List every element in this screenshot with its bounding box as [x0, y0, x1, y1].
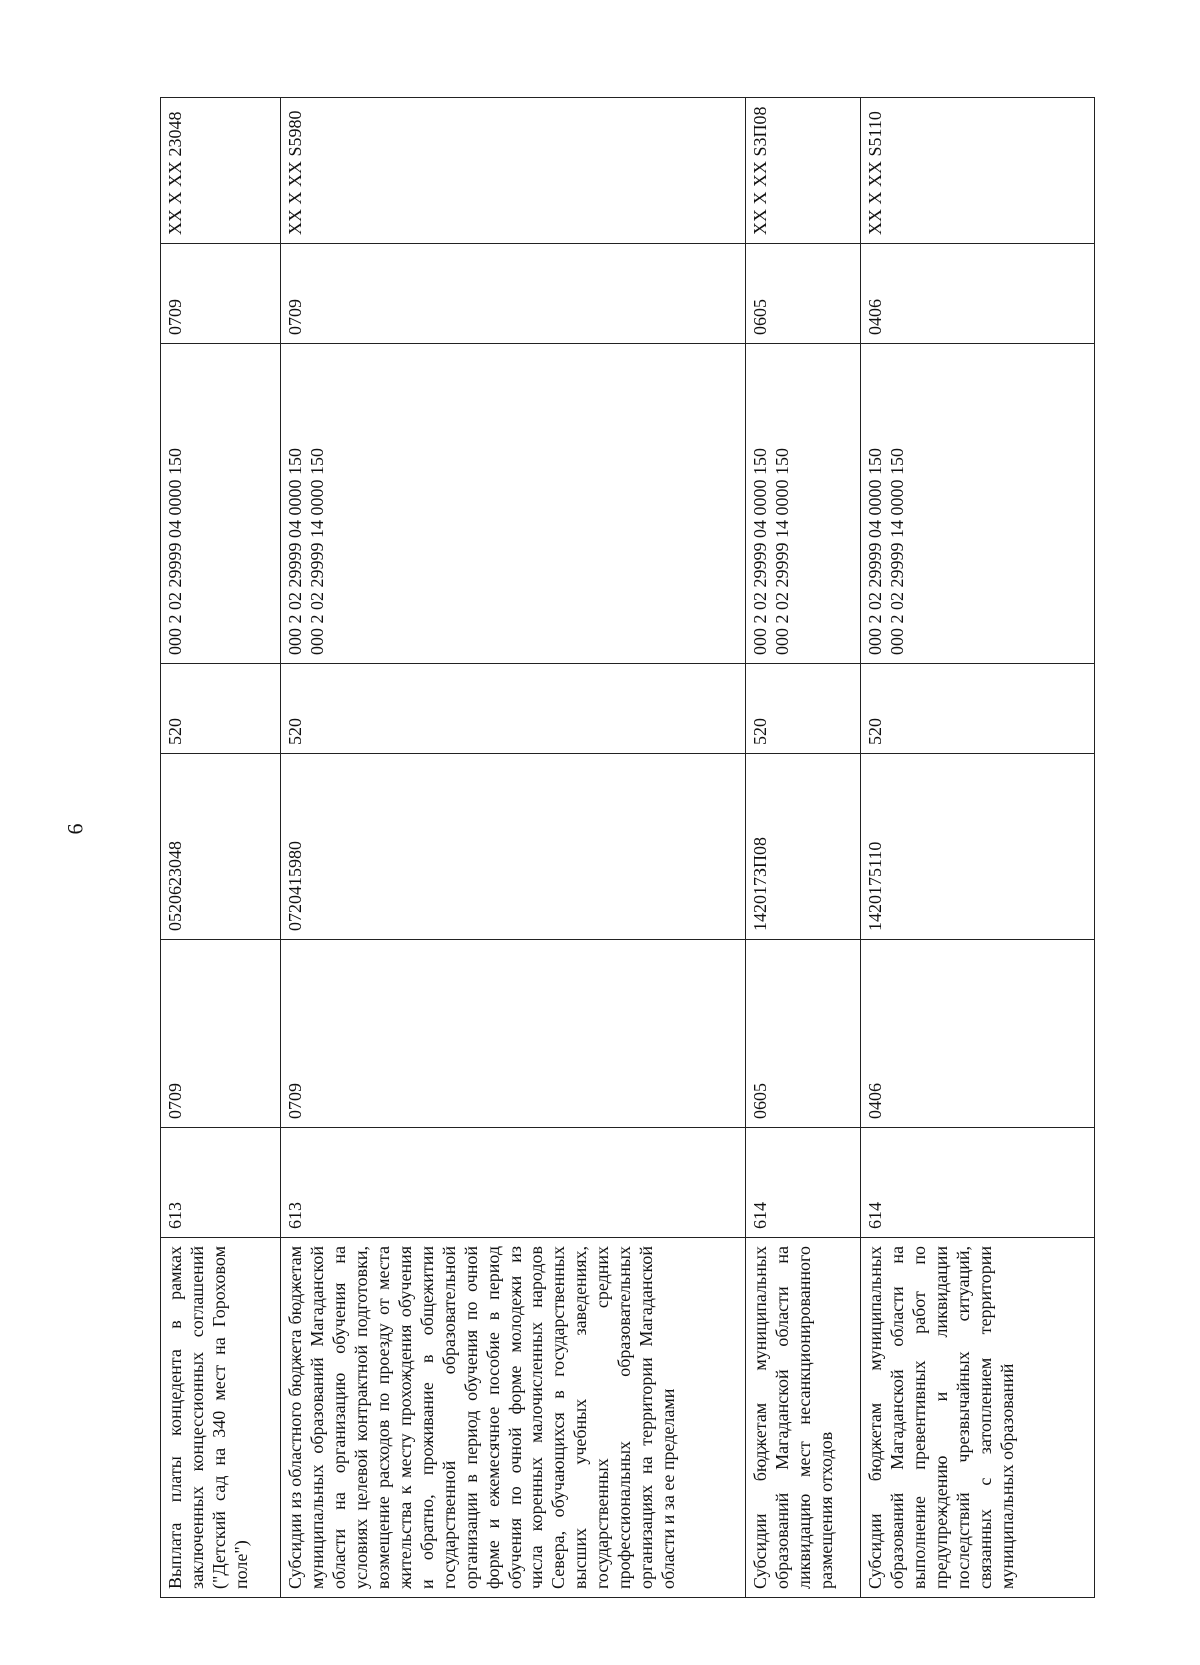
expense-type-code: 520: [861, 664, 1095, 754]
table-row: [861, 98, 1095, 1598]
revenue-code: 000 2 02 29999 04 0000 150 000 2 02 29999 14 0000 150: [746, 344, 861, 664]
target-code-mask: XX X XX 23048: [161, 98, 281, 244]
expense-type-code: 520: [746, 664, 861, 754]
row-description: Субсидии из областного бюджета бюджетам муниципальных образований Магаданской области на организацию обучения на условиях целевой контрактной подготовки, возмещение расходов по проезду от места жительства к месту прохождения обучения и обратно, проживание в общежитии государственной образовательной организации в период обучения по очной форме и ежемесячное пособие в период обучения по очной форме молодежи из числа коренных малочисленных народов Севера, обучающихся в государственных высших учебных заведениях, государственных средних профессиональных образовательных организациях на территории Магаданской области и за ее пределами: [281, 1238, 746, 1598]
revenue-code: 000 2 02 29999 04 0000 150: [161, 344, 281, 664]
section-code: 0709: [161, 940, 281, 1128]
revenue-code: 000 2 02 29999 04 0000 150 000 2 02 29999 14 0000 150: [861, 344, 1095, 664]
section-code-2: 0605: [746, 244, 861, 344]
subsidy-table-rotated: [160, 98, 1094, 1598]
expense-type-code: 520: [161, 664, 281, 754]
target-code-mask: XX X XX S3П08: [746, 98, 861, 244]
target-article-code: 0720415980: [281, 754, 746, 940]
section-code-2: 0406: [861, 244, 1095, 344]
row-description: Субсидии бюджетам муниципальных образований Магаданской области на ликвидацию мест несанкционированного размещения отходов: [746, 1238, 861, 1598]
grbs-code: 613: [161, 1128, 281, 1238]
revenue-code: 000 2 02 29999 04 0000 150 000 2 02 29999 14 0000 150: [281, 344, 746, 664]
table-row: [161, 98, 281, 1598]
section-code: 0406: [861, 940, 1095, 1128]
target-code-mask: XX X XX S5980: [281, 98, 746, 244]
section-code: 0709: [281, 940, 746, 1128]
section-code: 0605: [746, 940, 861, 1128]
grbs-code: 614: [746, 1128, 861, 1238]
section-code-2: 0709: [161, 244, 281, 344]
section-code-2: 0709: [281, 244, 746, 344]
page-number: 6: [62, 823, 88, 835]
expense-type-code: 520: [281, 664, 746, 754]
table-row: [746, 98, 861, 1598]
subsidy-table: [160, 97, 1095, 1598]
target-code-mask: XX X XX S5110: [861, 98, 1095, 244]
table-row: [281, 98, 746, 1598]
grbs-code: 614: [861, 1128, 1095, 1238]
target-article-code: 142017ЗП08: [746, 754, 861, 940]
target-article-code: 0520623048: [161, 754, 281, 940]
target-article-code: 1420175110: [861, 754, 1095, 940]
grbs-code: 613: [281, 1128, 746, 1238]
row-description: Выплата платы концедента в рамках заключенных концессионных соглашений ("Детский сад на 340 мест на Гороховом поле"): [161, 1238, 281, 1598]
subsidy-table-container: [160, 98, 1094, 1598]
row-description: Субсидии бюджетам муниципальных образований Магаданской области на выполнение превентивных работ по предупреждению и ликвидации последствий чрезвычайных ситуаций, связанных с затоплением территории муниципальных образований: [861, 1238, 1095, 1598]
